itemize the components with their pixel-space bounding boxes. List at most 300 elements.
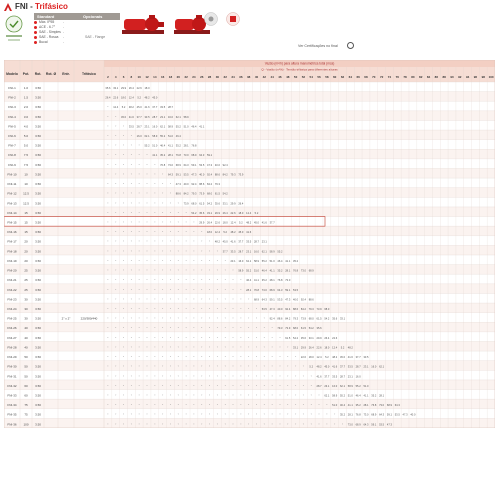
empty-marker: * [107, 154, 109, 158]
flow-value: 84.2 [285, 317, 291, 321]
table-cell: FNI-24 [7, 306, 17, 311]
empty-marker: * [130, 288, 132, 292]
empty-marker: * [240, 394, 242, 398]
flow-value: 37.7 [238, 240, 244, 244]
table-row [4, 159, 495, 169]
flow-value: 58.9 [253, 259, 260, 263]
table-cell: 3.50 [35, 412, 41, 417]
table-cell: 3.50 [35, 114, 41, 119]
table-cell: 12.5 [23, 201, 29, 206]
flow-value: 33.1 [222, 202, 228, 206]
empty-marker: * [123, 327, 125, 331]
empty-marker: * [216, 250, 218, 254]
empty-marker: * [115, 211, 117, 215]
empty-marker: * [138, 307, 140, 311]
performance-table [4, 60, 495, 428]
flow-value: 92.4 [300, 298, 306, 302]
empty-marker: * [154, 404, 156, 408]
flow-value: 41.6 [347, 356, 353, 360]
flow-value: 45.0 [136, 106, 142, 110]
empty-marker: * [138, 202, 140, 206]
head-column-label: 92 [458, 75, 462, 79]
flow-value: 51.0 [152, 144, 158, 148]
empty-marker: * [177, 269, 179, 273]
spec-label: Bucal [39, 40, 48, 44]
empty-marker: * [263, 365, 265, 369]
head-column-label: 48 [286, 75, 290, 79]
flow-value: 28.7 [355, 365, 361, 369]
empty-marker: * [138, 144, 140, 148]
empty-marker: * [154, 288, 156, 292]
flow-value: 28.1 [183, 144, 189, 148]
flow-value: 12.4 [214, 231, 220, 235]
empty-marker: * [209, 279, 211, 283]
empty-marker: * [232, 394, 234, 398]
empty-marker: * [123, 279, 125, 283]
empty-marker: * [162, 413, 164, 417]
flow-value: 35.6 [105, 86, 111, 90]
flow-value: 47.3 [285, 298, 291, 302]
empty-marker: * [154, 269, 156, 273]
flow-value: 46.4 [191, 125, 197, 129]
empty-marker: * [138, 211, 140, 215]
empty-marker: * [162, 317, 164, 321]
empty-marker: * [209, 384, 211, 388]
flow-value: 76.8 [293, 269, 299, 273]
flow-value: 62.1 [144, 134, 150, 138]
empty-marker: * [138, 269, 140, 273]
table-cell: 3.50 [35, 287, 41, 292]
table-cell: FNI-30 [7, 364, 17, 369]
table-cell: 3.0 [23, 114, 29, 119]
table-row [4, 293, 495, 303]
empty-marker: * [107, 298, 109, 302]
head-column-label: 10 [137, 75, 141, 79]
empty-marker: * [115, 298, 117, 302]
flow-value: 28.7 [253, 240, 260, 244]
flow-value: 48.2 [144, 96, 150, 100]
flow-value: 68.9 [175, 163, 181, 167]
empty-marker: * [216, 307, 218, 311]
flow-value: 59.1 [285, 288, 291, 292]
empty-marker: * [216, 298, 218, 302]
empty-marker: * [162, 346, 164, 350]
empty-marker: * [279, 423, 281, 427]
empty-marker: * [115, 279, 117, 283]
table-cell: 3.50 [35, 191, 41, 196]
empty-marker: * [216, 375, 218, 379]
flow-value: 73.0 [167, 163, 174, 167]
empty-marker: * [255, 394, 257, 398]
flow-value: 54.2 [222, 192, 228, 196]
empty-marker: * [201, 384, 203, 388]
table-cell: FNI-34 [7, 403, 17, 408]
empty-marker: * [138, 298, 140, 302]
empty-marker: * [248, 375, 250, 379]
empty-marker: * [209, 240, 211, 244]
empty-marker: * [115, 154, 117, 158]
empty-marker: * [334, 413, 336, 417]
empty-marker: * [138, 192, 140, 196]
empty-marker: * [138, 259, 140, 263]
empty-marker: * [310, 384, 312, 388]
empty-marker: * [177, 423, 179, 427]
table-cell: 15 [24, 210, 28, 215]
empty-marker: * [146, 269, 148, 273]
flow-value: 22.6 [316, 346, 322, 350]
empty-marker: * [130, 375, 132, 379]
empty-marker: * [240, 423, 242, 427]
empty-marker: * [130, 144, 132, 148]
empty-marker: * [130, 413, 132, 417]
empty-marker: * [295, 384, 297, 388]
empty-marker: * [130, 317, 132, 321]
table-row [4, 169, 495, 179]
table-cell: 3.50 [35, 182, 41, 187]
flow-value: 35.2 [261, 279, 267, 283]
empty-marker: * [224, 279, 226, 283]
flow-value: 35.2 [293, 259, 299, 263]
table-cell: 25 [24, 278, 28, 283]
empty-marker: * [146, 154, 148, 158]
empty-marker: * [271, 404, 273, 408]
table-cell: FNI-36 [7, 422, 17, 427]
empty-marker: * [209, 288, 211, 292]
empty-marker: * [240, 288, 242, 292]
empty-marker: * [115, 317, 117, 321]
table-cell: FNI-28 [7, 345, 17, 350]
empty-marker: * [255, 423, 257, 427]
empty-marker: * [107, 423, 109, 427]
flow-value: 28.7 [316, 384, 322, 388]
empty-marker: * [130, 356, 132, 360]
flow-value: 68.0 [293, 327, 299, 331]
empty-marker: * [201, 279, 203, 283]
table-cell: 40 [24, 335, 28, 340]
flow-value: 37.7 [136, 115, 142, 119]
flow-value: 73.0 [300, 269, 306, 273]
flow-value: 51.0 [363, 384, 369, 388]
empty-marker: * [224, 404, 226, 408]
empty-marker: * [248, 365, 250, 369]
empty-marker: * [107, 365, 109, 369]
empty-marker: * [146, 413, 148, 417]
flow-value: 33.5 [128, 125, 134, 129]
empty-marker: * [123, 317, 125, 321]
empty-marker: * [107, 307, 109, 311]
spec-label: ΔCE - 6.7° [39, 25, 56, 29]
flow-value: 68.9 [386, 404, 392, 408]
flow-value: 55.2 [355, 384, 361, 388]
empty-marker: * [224, 307, 226, 311]
empty-marker: * [107, 413, 109, 417]
flow-value: 18.0 [308, 356, 314, 360]
empty-marker: * [216, 394, 218, 398]
empty-marker: * [201, 307, 203, 311]
flow-value: 45.0 [222, 240, 228, 244]
empty-marker: * [255, 336, 257, 340]
empty-marker: * [107, 375, 109, 379]
empty-marker: * [146, 317, 148, 321]
table-cell: 100 [23, 422, 29, 427]
empty-marker: * [318, 394, 320, 398]
empty-marker: * [201, 394, 203, 398]
table-cell: 3.50 [35, 239, 41, 244]
empty-marker: * [185, 269, 187, 273]
empty-marker: * [115, 404, 117, 408]
flow-value: 35.2 [355, 404, 361, 408]
table-cell: 10 [24, 172, 28, 177]
flow-value: 5.2 [137, 96, 141, 100]
empty-marker: * [146, 279, 148, 283]
empty-marker: * [107, 240, 109, 244]
empty-marker: * [146, 298, 148, 302]
empty-marker: * [169, 346, 171, 350]
empty-marker: * [130, 346, 132, 350]
table-cell: 50 [24, 355, 28, 360]
empty-marker: * [302, 413, 304, 417]
empty-marker: * [107, 336, 109, 340]
flow-value: 51.0 [332, 404, 338, 408]
flow-value: 28.7 [238, 250, 244, 254]
empty-marker: * [255, 365, 257, 369]
empty-marker: * [310, 413, 312, 417]
empty-marker: * [248, 404, 250, 408]
flow-value: 12.4 [246, 211, 252, 215]
empty-marker: * [240, 375, 242, 379]
table-cell: 25 [24, 287, 28, 292]
empty-marker: * [162, 231, 164, 235]
head-column-label: 22 [184, 75, 188, 79]
empty-marker: * [279, 394, 281, 398]
flow-value: 47.3 [207, 163, 213, 167]
table-cell: FNI-6 [8, 133, 16, 138]
flow-value: 35.2 [277, 269, 283, 273]
empty-marker: * [216, 279, 218, 283]
flow-value: 92.4 [285, 307, 291, 311]
table-cell: 3.50 [35, 403, 41, 408]
flow-value: 22.6 [113, 96, 119, 100]
empty-marker: * [209, 413, 211, 417]
empty-marker: * [138, 375, 140, 379]
empty-marker: * [177, 307, 179, 311]
empty-marker: * [177, 211, 179, 215]
empty-marker: * [232, 317, 234, 321]
empty-marker: * [271, 375, 273, 379]
flow-value: 73.0 [363, 413, 369, 417]
empty-marker: * [263, 413, 265, 417]
flow-value: 73.0 [261, 288, 267, 292]
table-cell: FNI-11 [7, 182, 17, 187]
empty-marker: * [201, 250, 203, 254]
empty-marker: * [115, 307, 117, 311]
empty-marker: * [162, 250, 164, 254]
flow-value: 16.0 [253, 250, 260, 254]
empty-marker: * [130, 192, 132, 196]
empty-marker: * [185, 279, 187, 283]
empty-marker: * [185, 240, 187, 244]
empty-marker: * [154, 192, 156, 196]
flow-value: 16.0 [355, 375, 361, 379]
empty-marker: * [130, 250, 132, 254]
empty-marker: * [185, 404, 187, 408]
empty-marker: * [107, 144, 109, 148]
empty-marker: * [123, 307, 125, 311]
empty-marker: * [138, 231, 140, 235]
flow-value: 22.6 [300, 356, 306, 360]
empty-marker: * [107, 288, 109, 292]
empty-marker: * [295, 365, 297, 369]
flow-value: 33.5 [332, 375, 338, 379]
table-cell: 3.50 [35, 335, 41, 340]
table-cell: 20 [24, 258, 28, 263]
empty-marker: * [232, 288, 234, 292]
empty-marker: * [169, 356, 171, 360]
empty-marker: * [146, 163, 148, 167]
table-cell: 30 [24, 306, 28, 311]
empty-marker: * [146, 240, 148, 244]
empty-marker: * [169, 365, 171, 369]
empty-marker: * [138, 250, 140, 254]
head-column-label: 64 [348, 75, 353, 79]
flow-value: 22.6 [332, 336, 338, 340]
empty-marker: * [279, 375, 281, 379]
table-row [4, 178, 495, 188]
flow-value: 62.1 [339, 384, 346, 388]
empty-marker: * [177, 298, 179, 302]
empty-marker: * [224, 336, 226, 340]
flow-value: 26.4 [238, 202, 244, 206]
empty-marker: * [232, 269, 234, 273]
table-cell: FNI-33 [7, 393, 17, 398]
empty-marker: * [115, 394, 117, 398]
flow-value: 51.0 [183, 125, 189, 129]
empty-marker: * [138, 221, 140, 225]
empty-marker: * [130, 240, 132, 244]
table-cell: 10 [24, 182, 28, 187]
empty-marker: * [123, 346, 125, 350]
empty-marker: * [154, 250, 156, 254]
empty-marker: * [216, 269, 218, 273]
empty-marker: * [169, 384, 171, 388]
empty-marker: * [146, 356, 148, 360]
flow-value: 33.5 [246, 240, 252, 244]
empty-marker: * [216, 365, 218, 369]
flow-value: 92.4 [207, 173, 213, 177]
flow-value: 33.5 [347, 365, 353, 369]
flow-value: 68.9 [253, 298, 260, 302]
empty-marker: * [248, 327, 250, 331]
empty-marker: * [123, 288, 125, 292]
empty-marker: * [107, 231, 109, 235]
table-cell: FNI-3 [8, 105, 16, 110]
empty-marker: * [162, 211, 164, 215]
empty-marker: * [318, 413, 320, 417]
empty-marker: * [107, 317, 109, 321]
quality-seal-icon [4, 14, 24, 44]
flow-value: 5.2 [223, 231, 228, 235]
empty-marker: * [154, 317, 156, 321]
empty-marker: * [185, 394, 187, 398]
certification-note: Ver Certificações no final [298, 44, 338, 48]
empty-marker: * [177, 336, 179, 340]
empty-marker: * [162, 259, 164, 263]
empty-marker: * [115, 259, 117, 263]
empty-marker: * [263, 356, 265, 360]
flow-value: 62.1 [246, 259, 252, 263]
head-column-label: 12 [145, 75, 149, 79]
flow-value: 76.8 [160, 163, 166, 167]
flow-value: 37.7 [152, 106, 158, 110]
flow-value: 73.9 [316, 307, 322, 311]
table-cell: FNI-17 [7, 239, 17, 244]
empty-marker: * [279, 384, 281, 388]
table-cell: 20 [24, 249, 28, 254]
flow-value: 79.3 [230, 173, 236, 177]
empty-marker: * [146, 250, 148, 254]
empty-marker: * [271, 365, 273, 369]
empty-marker: * [107, 250, 109, 254]
flow-value: 37.7 [355, 356, 361, 360]
flow-value: 45.0 [253, 221, 260, 225]
empty-marker: * [193, 394, 195, 398]
empty-marker: * [146, 183, 148, 187]
empty-marker: * [162, 192, 164, 196]
empty-marker: * [123, 163, 125, 167]
empty-marker: * [154, 183, 156, 187]
empty-marker: * [162, 375, 164, 379]
empty-marker: * [232, 298, 234, 302]
empty-marker: * [146, 336, 148, 340]
head-column-label: 6 [122, 75, 125, 79]
empty-marker: * [154, 327, 156, 331]
flow-value: 62.1 [324, 394, 330, 398]
empty-marker: * [287, 375, 289, 379]
empty-marker: * [209, 356, 211, 360]
flow-value: 33.1 [293, 346, 299, 350]
head-column-label: 32 [223, 75, 227, 79]
empty-marker: * [240, 279, 242, 283]
table-cell: 15 [24, 230, 28, 235]
flow-value: 68.9 [191, 154, 197, 158]
flow-value: 5.2 [309, 365, 314, 369]
flow-value: 51.0 [167, 134, 174, 138]
empty-marker: * [169, 413, 171, 417]
empty-marker: * [310, 423, 312, 427]
empty-marker: * [201, 346, 203, 350]
empty-marker: * [263, 375, 265, 379]
empty-marker: * [138, 183, 140, 187]
empty-marker: * [248, 298, 250, 302]
table-cell: 3.50 [35, 172, 41, 177]
flow-value: 28.1 [269, 279, 275, 283]
empty-marker: * [209, 250, 211, 254]
flow-value: 46.4 [355, 394, 361, 398]
empty-marker: * [162, 269, 164, 273]
flow-value: 61.5 [285, 336, 291, 340]
empty-marker: * [162, 288, 164, 292]
empty-marker: * [224, 365, 226, 369]
empty-marker: * [216, 317, 218, 321]
table-cell: FNI-1 [8, 85, 16, 90]
empty-marker: * [115, 231, 117, 235]
empty-marker: * [162, 202, 164, 206]
empty-marker: * [115, 423, 117, 427]
flow-value: 40.0 [214, 163, 220, 167]
empty-marker: * [240, 346, 242, 350]
flow-value: 76.8 [355, 413, 361, 417]
empty-marker: * [271, 384, 273, 388]
